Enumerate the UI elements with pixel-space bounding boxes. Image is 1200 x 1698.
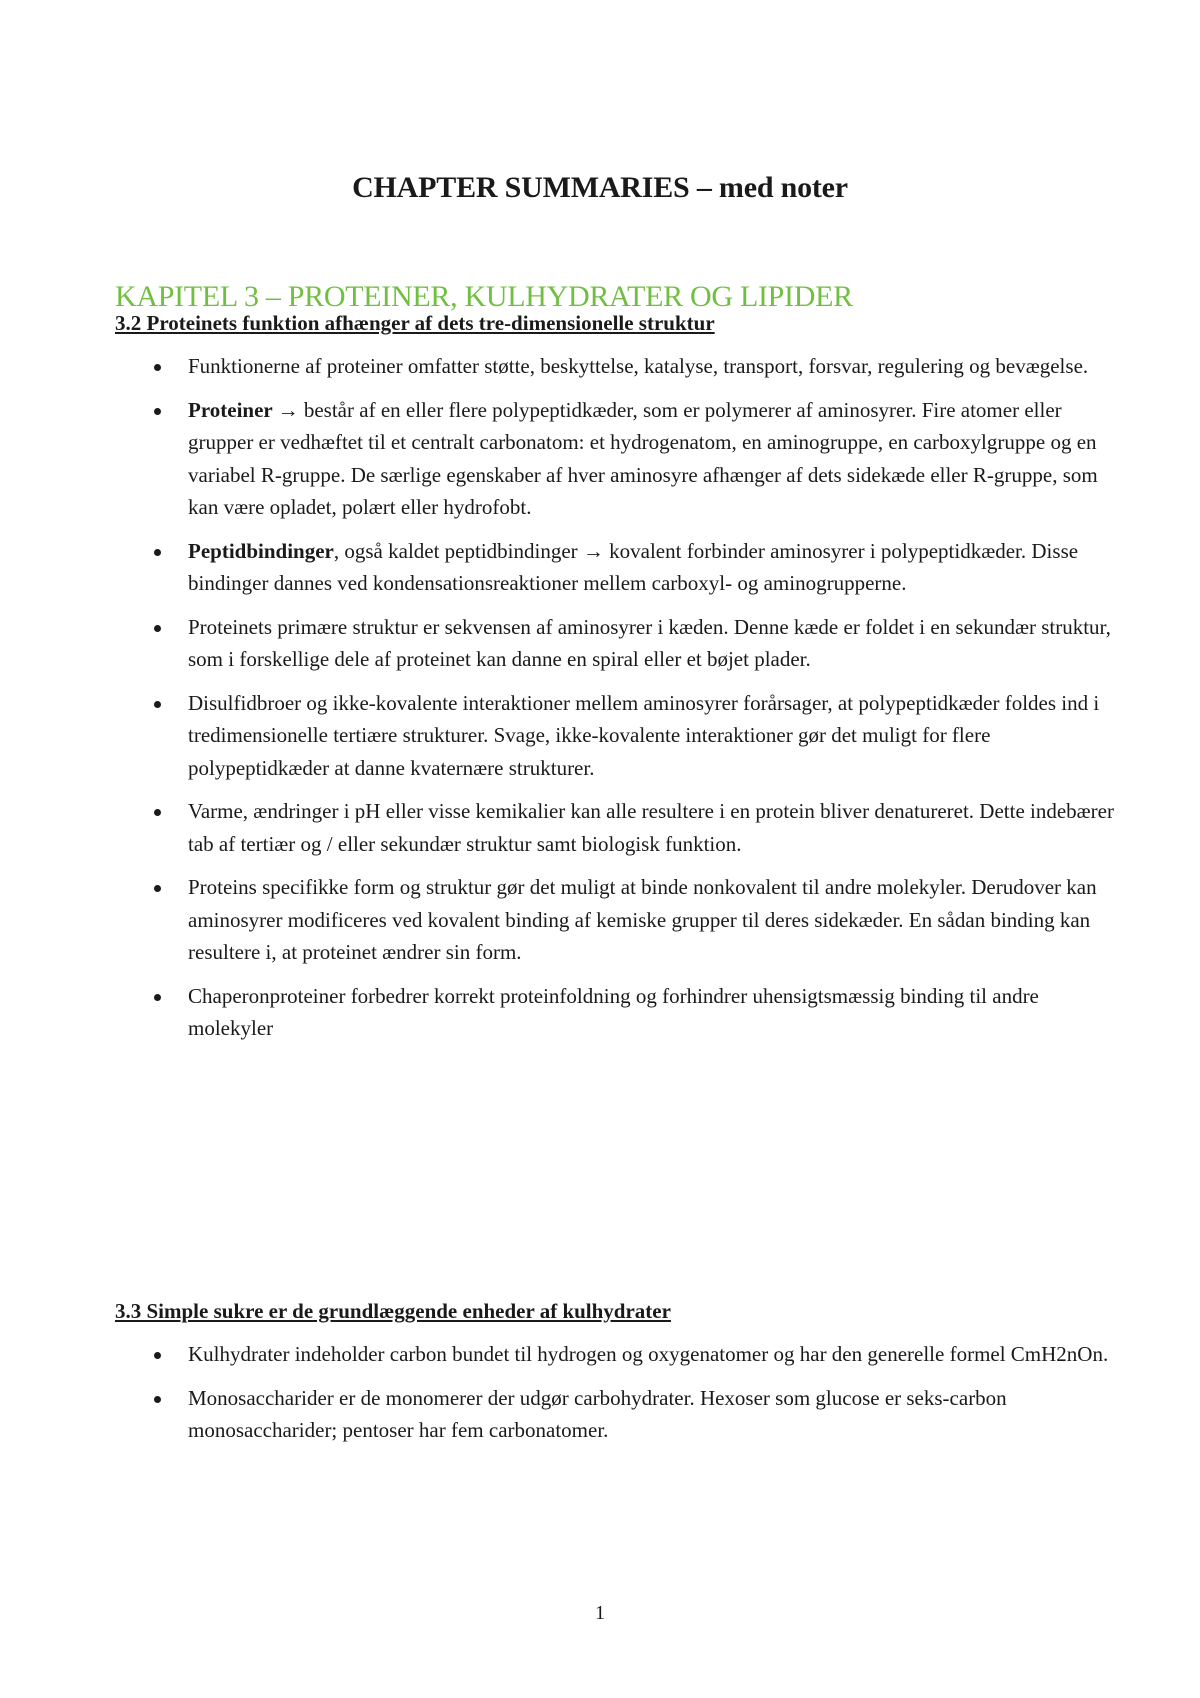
bullet-icon (154, 408, 161, 415)
chapter-heading: KAPITEL 3 – PROTEINER, KULHYDRATER OG LIPIDER (115, 280, 853, 313)
bullet-icon (154, 549, 161, 556)
bullet-list-3-2 (115, 350, 1115, 1056)
bullet-icon (154, 364, 161, 371)
section-heading-3-3: 3.3 Simple sukre er de grundlæggende enheder af kulhydrater (115, 1299, 671, 1323)
bullet-icon (154, 1396, 161, 1403)
list-item: Kulhydrater indeholder carbon bundet til hydrogen og oxygenatomer og har den generelle formel CmH2nOn. (115, 1338, 1115, 1371)
arrow-right-icon: → (272, 397, 304, 422)
bullet-icon (154, 809, 161, 816)
bullet-icon (154, 701, 161, 708)
section-heading-3-2: 3.2 Proteinets funktion afhænger af dets tre-dimensionelle struktur (115, 311, 715, 335)
bullet-list-3-3 (115, 1338, 1115, 1458)
bullet-icon (154, 1352, 161, 1359)
list-item: Monosaccharider er de monomerer der udgør carbohydrater. Hexoser som glucose er seks-carbon monosaccharider; pentoser har fem carbonatomer. (115, 1382, 1115, 1447)
document-title: CHAPTER SUMMARIES – med noter (352, 171, 848, 204)
term-proteiner: Proteiner (188, 397, 273, 422)
bullet-icon (154, 994, 161, 1001)
list-item: Proteinets primære struktur er sekvensen af aminosyrer i kæden. Denne kæde er foldet i en sekundær struktur, som i forskellige dele af proteinet kan danne en spiral eller et bøjet plader. (115, 611, 1115, 676)
bullet-icon (154, 885, 161, 892)
list-item: Proteiner → består af en eller flere polypeptidkæder, som er polymerer af aminosyrer. Fire atomer eller grupper er vedhæftet til et centralt carbonatom: et hydrogenatom, en aminogruppe, en carboxylgruppe og en variabel R-gruppe. De særlige egenskaber af hver aminosyre afhænger af dets sidekæde eller R-gruppe, som kan være opladet, polært eller hydrofobt. (115, 394, 1115, 524)
bullet-icon (154, 625, 161, 632)
term-peptidbindinger: Peptidbindinger (188, 538, 334, 563)
list-item: Funktionerne af proteiner omfatter støtte, beskyttelse, katalyse, transport, forsvar, regulering og bevægelse. (115, 350, 1115, 383)
list-item: Proteins specifikke form og struktur gør det muligt at binde nonkovalent til andre molekyler. Derudover kan aminosyrer modificeres ved kovalent binding af kemiske grupper til deres sidekæder. En sådan binding kan resultere i, at proteinet ændrer sin form. (115, 871, 1115, 969)
list-item: Peptidbindinger, også kaldet peptidbindinger → kovalent forbinder aminosyrer i polypeptidkæder. Disse bindinger dannes ved kondensationsreaktioner mellem carboxyl- og aminogrupperne. (115, 535, 1115, 600)
list-item: Varme, ændringer i pH eller visse kemikalier kan alle resultere i en protein bliver denatureret. Dette indebærer tab af tertiær og / eller sekundær struktur samt biologisk funktion. (115, 795, 1115, 860)
page-number: 1 (595, 1602, 605, 1624)
list-item: Chaperonproteiner forbedrer korrekt proteinfoldning og forhindrer uhensigtsmæssig binding til andre molekyler (115, 980, 1115, 1045)
arrow-right-icon: → (577, 538, 610, 563)
list-item: Disulfidbroer og ikke-kovalente interaktioner mellem aminosyrer forårsager, at polypeptidkæder foldes ind i tredimensionelle tertiære strukturer. Svage, ikke-kovalente interaktioner gør det muligt for flere polypeptidkæder at danne kvaternære strukturer. (115, 687, 1115, 785)
